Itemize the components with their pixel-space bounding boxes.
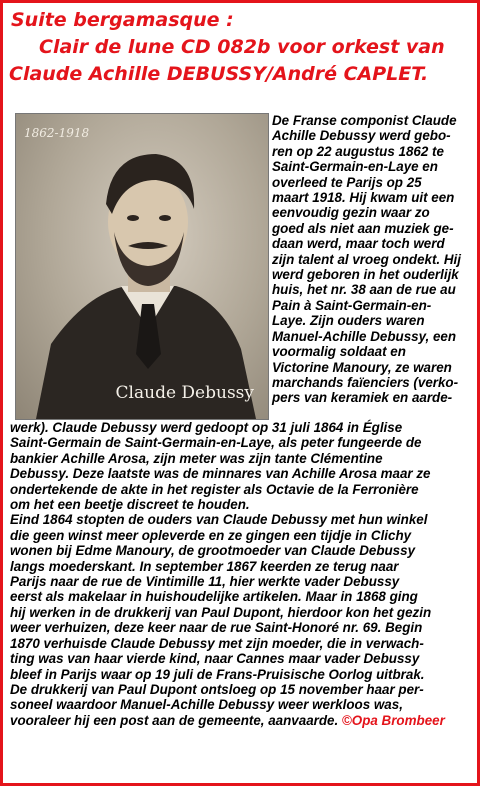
body-text-line: De drukkerij van Paul Dupont ontsloeg op 15 november haar per- <box>10 681 424 697</box>
title-line-3: Claude Achille DEBUSSY/André CAPLET. <box>9 63 429 85</box>
body-text-line: Parijs naar de rue de Vintimille 11, hier werkte vader Debussy <box>10 574 400 590</box>
side-text-line: daan werd, maar toch werd <box>272 236 445 252</box>
portrait-photo <box>15 113 269 420</box>
body-text-line: wonen bij Edme Manoury, de grootmoeder van Claude Debussy <box>10 543 416 559</box>
title-line-2: Clair de lune CD 082b voor orkest van <box>39 36 445 58</box>
body-text-line: langs moederskant. In september 1867 keerden ze terug naar <box>10 558 399 574</box>
body-text-line: vooraleer hij een post aan de gemeente, aanvaarde. <box>10 712 342 728</box>
body-text-last-line <box>10 713 480 728</box>
side-text-line: goed als niet aan muziek ge- <box>272 220 454 236</box>
body-text <box>10 420 480 728</box>
body-text-line: om het een beetje discreet te houden. <box>10 497 250 513</box>
body-text-line: die geen winst meer opleverde en ze gingen een tijdje in Clichy <box>10 527 412 543</box>
body-text-line: bleef in Parijs waar op 19 juli de Frans-Pruisische Oorlog uitbrak. <box>10 666 425 682</box>
side-text-line: eenvoudig gezin waar zo <box>272 205 430 221</box>
side-text-line: maart 1918. Hij kwam uit een <box>272 190 455 206</box>
title-line-1: Suite bergamasque : <box>11 9 234 31</box>
side-text-line: Manuel-Achille Debussy, een <box>272 328 457 344</box>
body-text-line: Eind 1864 stopten de ouders van Claude Debussy met hun winkel <box>10 512 428 528</box>
body-text-line: ondertekende de akte in het register als Octavie de la Ferronière <box>10 481 419 497</box>
credit-text: ©Opa Brombeer <box>341 712 445 728</box>
photo-dates: 1862-1918 <box>24 126 90 140</box>
body-text-line: werk). Claude Debussy werd gedoopt op 31 juli 1864 in Église <box>10 420 403 435</box>
side-text-line: ren op 22 augustus 1862 te <box>272 143 444 159</box>
page-title <box>9 7 473 88</box>
side-text-line: Laye. Zijn ouders waren <box>272 313 425 329</box>
side-text-line: Saint-Germain-en-Laye en <box>272 159 438 175</box>
side-text-line: Achille Debussy werd gebo- <box>272 128 451 144</box>
photo-caption: Claude Debussy <box>115 383 254 403</box>
side-text-line: Victorine Manoury, ze waren <box>272 359 452 375</box>
body-text-line: ting was van haar vierde kind, naar Cannes maar vader Debussy <box>10 651 420 667</box>
portrait-illustration <box>16 114 268 419</box>
body-text-line: soneel waardoor Manuel-Achille Debussy weer werkloos was, <box>10 697 403 713</box>
side-text-line: huis, het nr. 38 aan de rue au <box>272 282 456 298</box>
side-text-line: zijn talent al vroeg ondekt. Hij <box>272 251 461 267</box>
body-text-line: Debussy. Deze laatste was de minnares van Achille Arosa maar ze <box>10 466 431 482</box>
body-text-line: Saint-Germain de Saint-Germain-en-Laye, als peter fungeerde de <box>10 435 422 451</box>
side-text-line: overleed te Parijs op 25 <box>272 174 422 190</box>
body-text-line: eerst als makelaar in huishoudelijke artikelen. Maar in 1868 ging <box>10 589 418 605</box>
body-text-line: 1870 verhuisde Claude Debussy met zijn moeder, die in verwach- <box>10 635 424 651</box>
side-text-line: werd geboren in het ouderlijk <box>272 267 459 283</box>
side-text <box>272 113 478 406</box>
side-text-line: marchands faïenciers (verko- <box>272 374 459 390</box>
side-text-line: voormalig soldaat en <box>272 344 406 360</box>
side-text-line: De Franse componist Claude <box>272 113 457 128</box>
body-text-line: weer verhuizen, deze keer naar de rue Saint-Honoré nr. 69. Begin <box>10 620 423 636</box>
body-text-line: bankier Achille Arosa, zijn meter was zijn tante Clémentine <box>10 450 383 466</box>
side-text-line: pers van keramiek en aarde- <box>272 390 453 406</box>
side-text-line: Pain à Saint-Germain-en- <box>272 297 432 313</box>
body-text-line: hij werken in de drukkerij van Paul Dupont, hierdoor kon het gezin <box>10 604 432 620</box>
